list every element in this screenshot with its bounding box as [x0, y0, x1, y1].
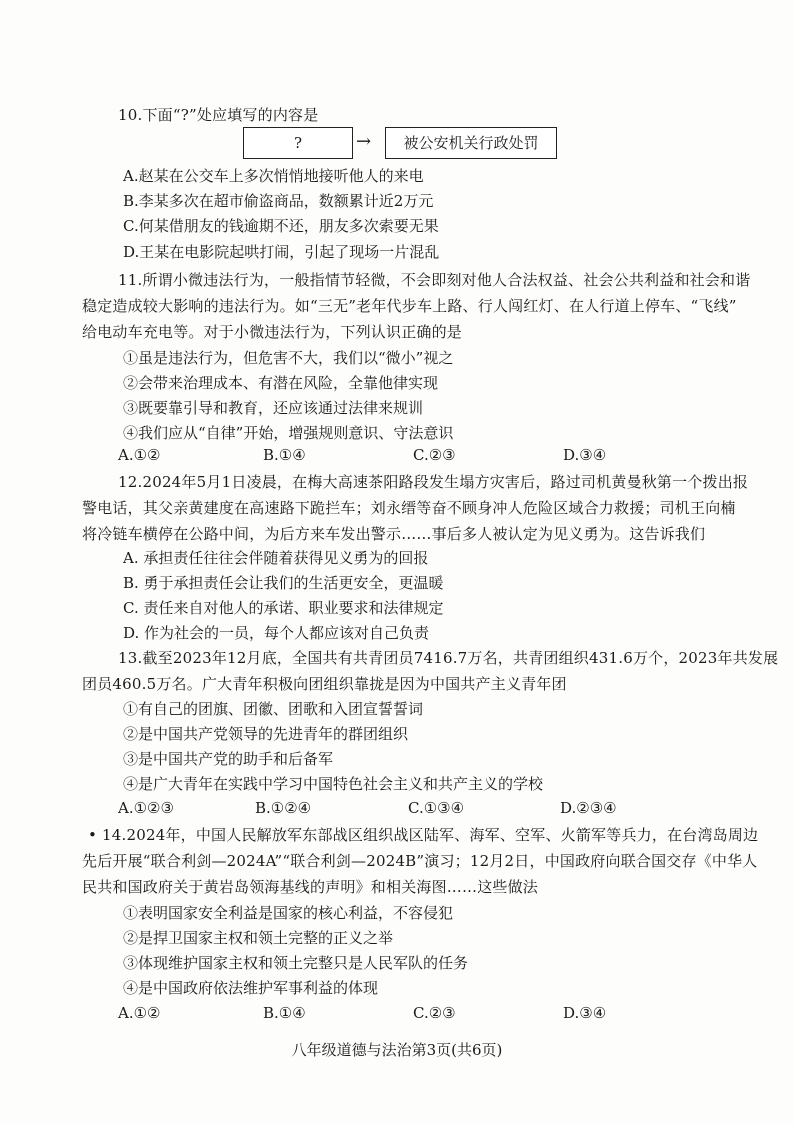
- q14-choice-a: A.①②: [118, 1004, 161, 1022]
- q14-statement-4: ④是中国政府依法维护军事利益的体现: [123, 979, 379, 997]
- q11-stem-line-2: 稳定造成较大影响的违法行为。如“三无”老年代步车上路、行人闯红灯、在人行道上停车、“飞线”: [82, 297, 737, 315]
- q11-stem-line-1: 11.所谓小微违法行为，一般指情节轻微，不会即刻对他人合法权益、社会公共利益和社会和谐: [118, 271, 751, 289]
- q14-stem-line-2: 先后开展“联合利剑—2024A”“联合利剑—2024B”演习；12月2日，中国政府向联合国交存《中华人: [82, 852, 758, 870]
- q12-option-b: B. 勇于承担责任会让我们的生活更安全，更温暖: [123, 574, 444, 592]
- q11-statement-2: ②会带来治理成本、有潜在风险，全靠他律实现: [123, 374, 439, 392]
- right-arrow-icon: →: [356, 131, 372, 152]
- q12-stem-line-2: 警电话，其父亲黄建度在高速路下跪拦车；刘永缙等奋不顾身冲人危险区域合力救援；司机王向楠: [82, 499, 736, 517]
- q10-stem: 10.下面“?”处应填写的内容是: [118, 106, 319, 124]
- q10-option-a: A.赵某在公交车上多次悄悄地接听他人的来电: [123, 167, 424, 185]
- q10-option-c: C.何某借朋友的钱逾期不还，朋友多次索要无果: [123, 217, 439, 235]
- q14-choice-d: D.③④: [563, 1004, 607, 1022]
- q11-stem-line-3: 给电动车充电等。对于小微违法行为，下列认识正确的是: [82, 323, 463, 341]
- q14-stem-line-1: • 14.2024年，中国人民解放军东部战区组织战区陆军、海军、空军、火箭军等兵力，在台湾岛周边: [88, 826, 759, 844]
- q12-stem-line-1: 12.2024年5月1日凌晨，在梅大高速茶阳路段发生塌方灾害后，路过司机黄曼秋第一个拨出报: [118, 473, 749, 491]
- q13-statement-1: ①有自己的团旗、团徽、团歌和入团宣誓誓词: [123, 700, 424, 718]
- q11-choice-d: D.③④: [563, 446, 607, 464]
- q13-statement-4: ④是广大青年在实践中学习中国特色社会主义和共产主义的学校: [123, 775, 544, 793]
- q13-choice-a: A.①②③: [118, 799, 174, 817]
- q12-option-c: C. 责任来自对他人的承诺、职业要求和法律规定: [123, 599, 444, 617]
- q14-statement-3: ③体现维护国家主权和领土完整只是人民军队的任务: [123, 954, 469, 972]
- q11-choice-a: A.①②: [118, 446, 161, 464]
- q11-statement-1: ①虽是违法行为，但危害不大，我们以“微小”视之: [123, 349, 454, 367]
- q12-option-a: A. 承担责任往往会伴随着获得见义勇为的回报: [123, 549, 429, 567]
- q14-stem-line-3: 民共和国政府关于黄岩岛领海基线的声明》和相关海图……这些做法: [82, 878, 539, 896]
- q10-option-d: D.王某在电影院起哄打闹，引起了现场一片混乱: [123, 243, 440, 261]
- q10-flow-box-unknown: ?: [243, 127, 353, 159]
- q11-statement-3: ③既要靠引导和教育，还应该通过法律来规训: [123, 399, 424, 417]
- q13-stem-line-1: 13.截至2023年12月底，全国共有共青团员7416.7万名，共青团组织431.6万个，2023年共发展: [118, 649, 779, 667]
- q11-statement-4: ④我们应从“自律”开始，增强规则意识、守法意识: [123, 424, 454, 442]
- q14-choice-b: B.①④: [263, 1004, 306, 1022]
- q13-choice-d: D.②③④: [560, 799, 617, 817]
- q12-option-d: D. 作为社会的一员，每个人都应该对自己负责: [123, 624, 430, 642]
- q13-choice-c: C.①③④: [408, 799, 465, 817]
- q13-statement-2: ②是中国共产党领导的先进青年的群团组织: [123, 725, 409, 743]
- q11-choice-b: B.①④: [263, 446, 306, 464]
- page-footer: 八年级道德与法治第3页(共6页): [291, 1041, 503, 1059]
- q12-stem-line-3: 将冷链车横停在公路中间，为后方来车发出警示……事后多人被认定为见义勇为。这告诉我们: [82, 525, 706, 543]
- q14-statement-1: ①表明国家安全利益是国家的核心利益，不容侵犯: [123, 904, 454, 922]
- q10-option-b: B.李某多次在超市偷盗商品，数额累计近2万元: [123, 192, 434, 210]
- q14-statement-2: ②是捍卫国家主权和领土完整的正义之举: [123, 929, 394, 947]
- q13-choice-b: B.①②④: [255, 799, 312, 817]
- q10-flow-box-result: 被公安机关行政处罚: [385, 127, 557, 159]
- q14-choice-c: C.②③: [413, 1004, 456, 1022]
- q13-stem-line-2: 团员460.5万名。广大青年积极向团组织靠拢是因为中国共产主义青年团: [82, 675, 567, 693]
- q11-choice-c: C.②③: [413, 446, 456, 464]
- q13-statement-3: ③是中国共产党的助手和后备军: [123, 750, 334, 768]
